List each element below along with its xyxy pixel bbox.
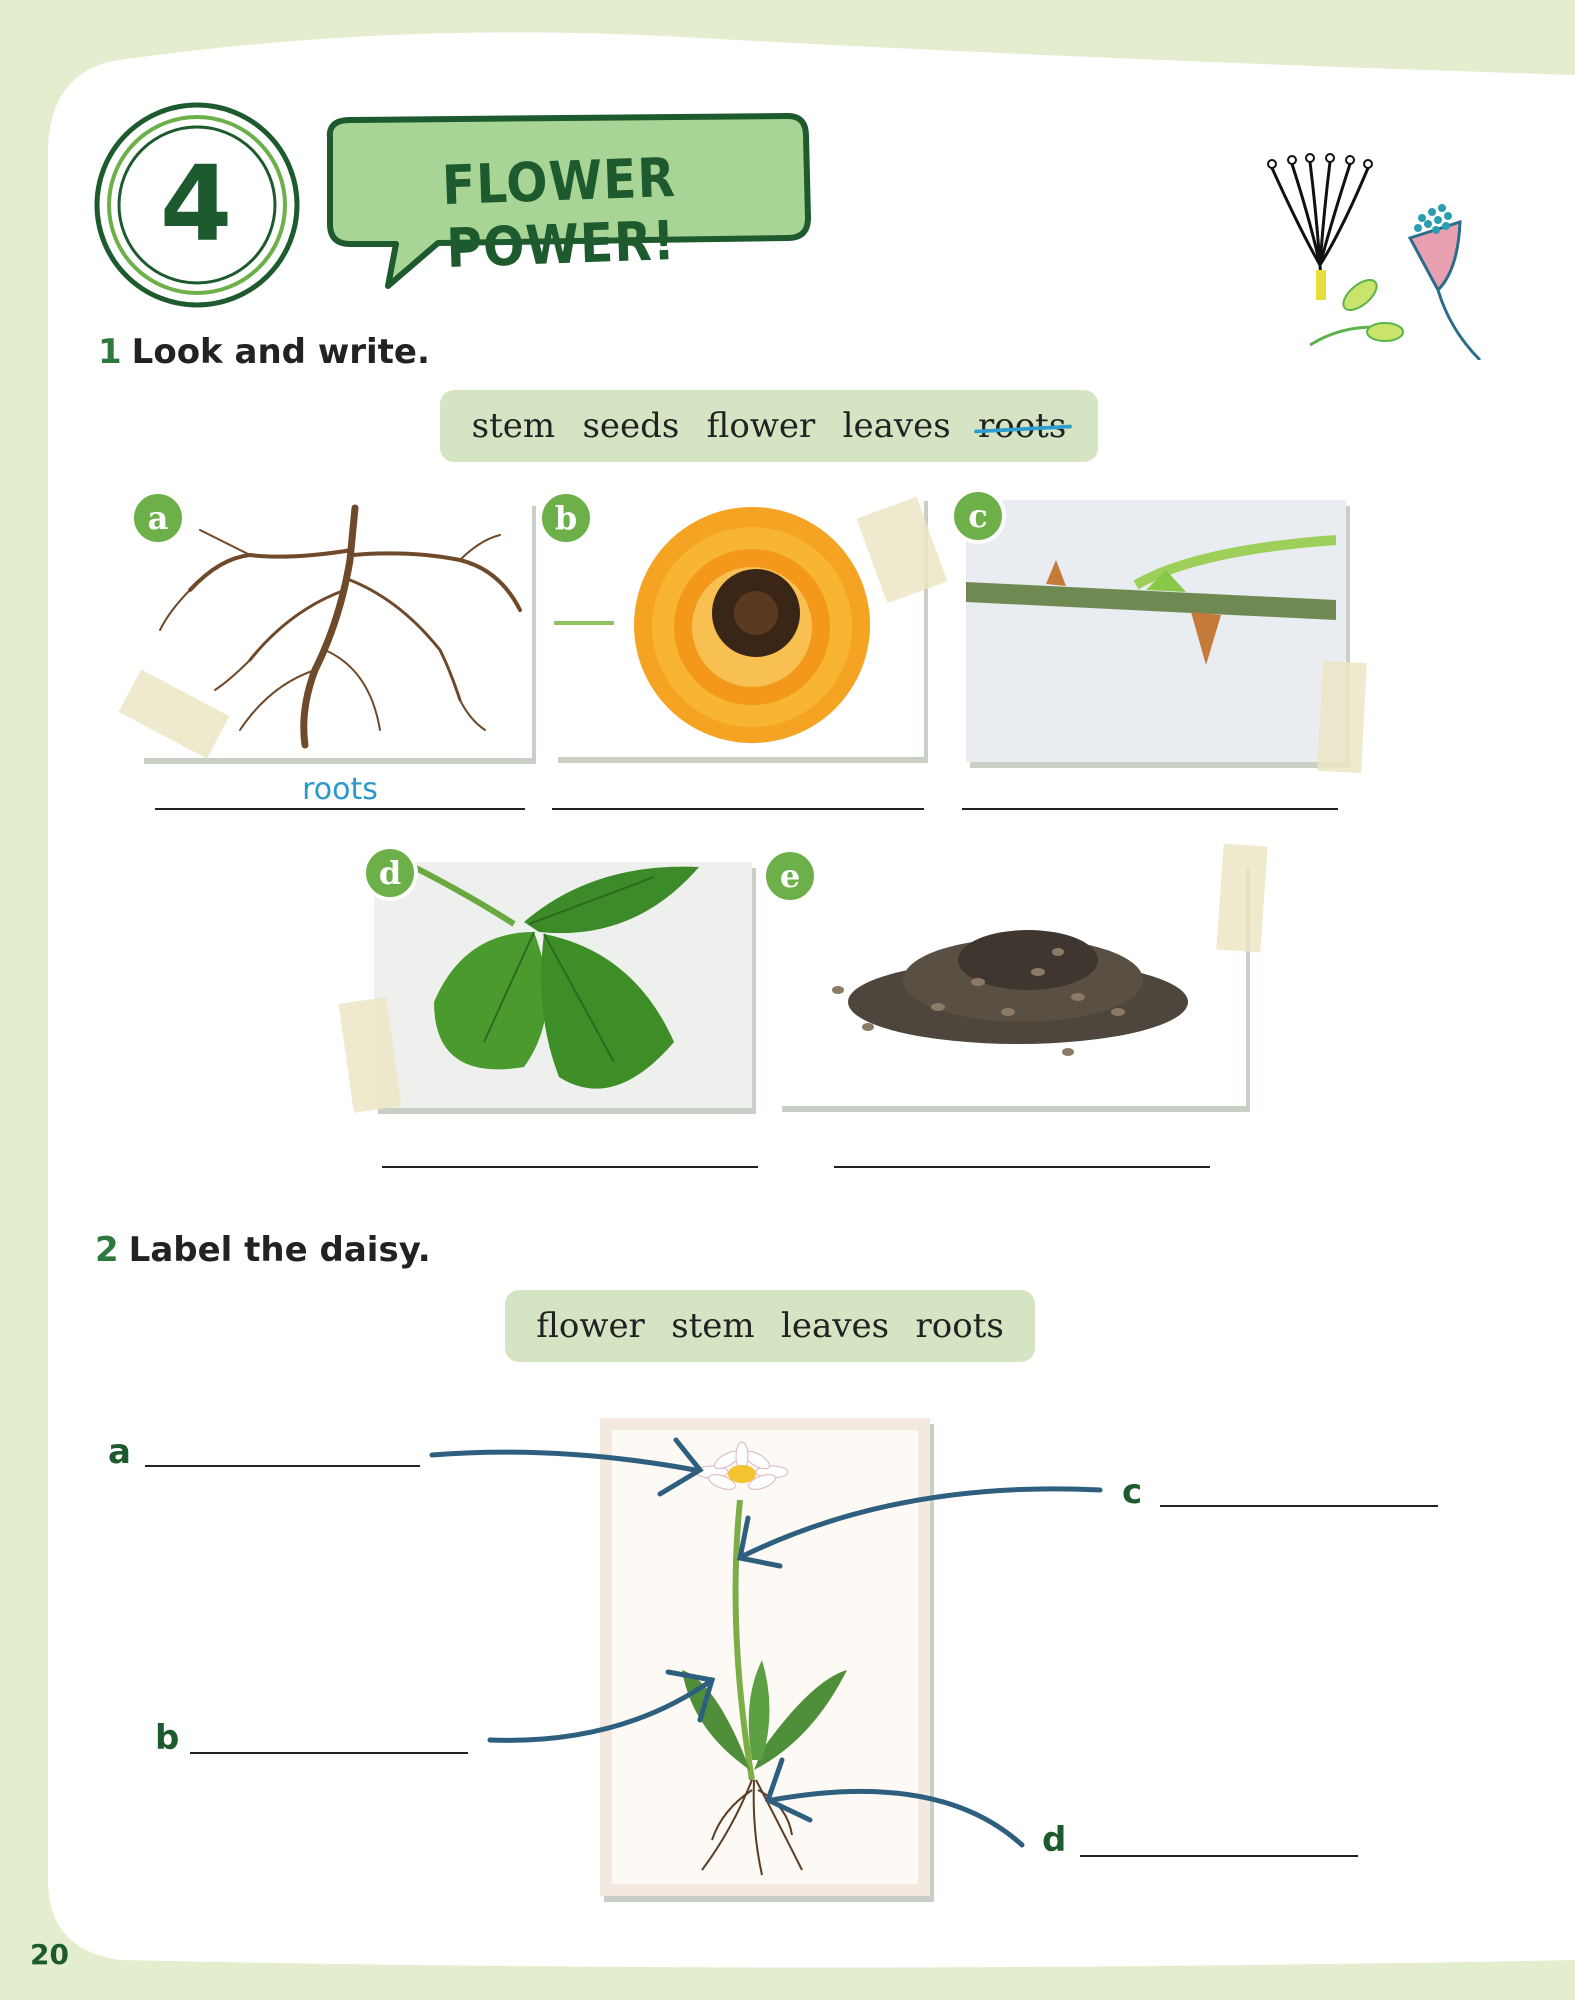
item-d-letter: d	[362, 845, 418, 901]
word-bank-1-word: stem	[471, 406, 556, 446]
page-number: 20	[30, 1938, 69, 1971]
exercise-2-instruction: Label the daisy.	[128, 1230, 431, 1270]
label-b-line[interactable]	[190, 1752, 468, 1754]
item-b-letter: b	[538, 490, 594, 546]
label-c-letter: c	[1122, 1472, 1143, 1512]
label-c-line[interactable]	[1160, 1505, 1438, 1507]
item-e-letter: e	[762, 848, 818, 904]
label-b-letter: b	[155, 1718, 180, 1758]
exercise-1-instruction: Look and write.	[131, 332, 430, 372]
label-a-letter: a	[108, 1432, 131, 1472]
word-bank-1-crossed-word: roots	[977, 406, 1067, 446]
word-bank-2-word: leaves	[781, 1306, 890, 1346]
label-a-line[interactable]	[145, 1465, 420, 1467]
unit-number: 4	[159, 143, 233, 265]
label-d-letter: d	[1042, 1820, 1067, 1860]
exercise-1-number: 1	[98, 332, 122, 372]
unit-title: FLOWER POWER!	[440, 145, 677, 280]
item-a-letter: a	[130, 490, 186, 546]
word-bank-2-word: stem	[671, 1306, 755, 1346]
label-d-line[interactable]	[1080, 1855, 1358, 1857]
word-bank-1-word: leaves	[842, 406, 951, 446]
word-bank-1-word: flower	[706, 406, 816, 446]
item-c-letter: c	[950, 488, 1006, 544]
exercise-2-number: 2	[95, 1230, 119, 1270]
word-bank-2-word: flower	[536, 1306, 645, 1346]
word-bank-1-word: seeds	[582, 406, 680, 446]
word-bank-2-word: roots	[915, 1306, 1004, 1346]
item-a-answer: roots	[302, 772, 378, 807]
